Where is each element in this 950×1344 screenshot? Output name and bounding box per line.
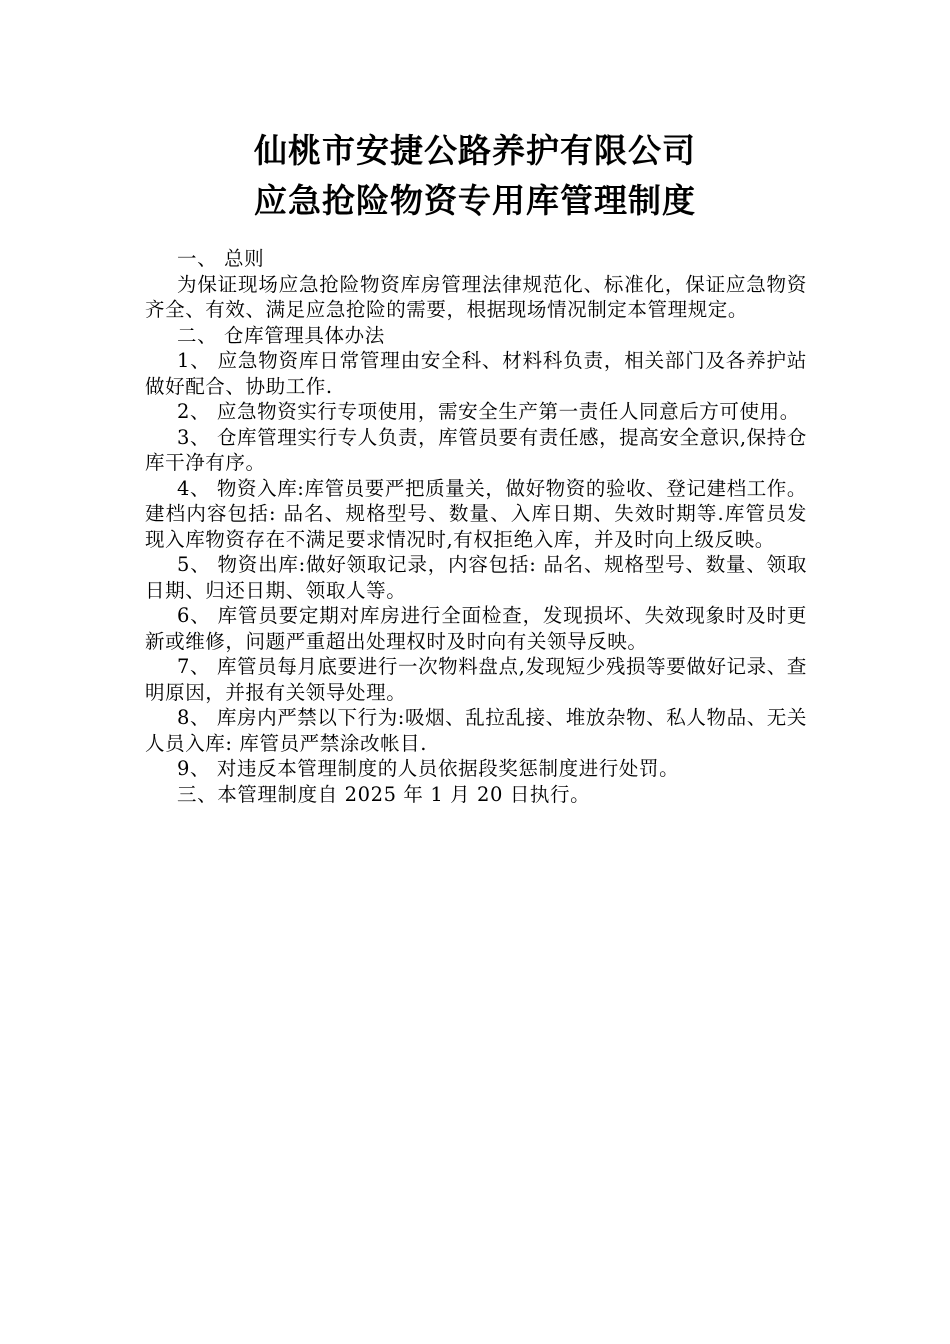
paragraph-purpose: 为保证现场应急抢险物资库房管理法律规范化、标准化，保证应急物资齐全、有效、满足应急抢险的需要，根据现场情况制定本管理规定。	[145, 272, 807, 321]
rule-item-4: 4、 物资入库:库管员要严把质量关，做好物资的验收、登记建档工作。建档内容包括: 品名、规格型号、数量、入库日期、失效时期等.库管员发现入库物资存在不满足要求情况时,有权拒绝入库，并及时向上级反映。	[145, 476, 807, 551]
effective-date-clause: 三、本管理制度自 2025 年 1 月 20 日执行。	[177, 782, 591, 806]
document-title	[0, 126, 950, 226]
rule-item-9: 9、 对违反本管理制度的人员依据段奖惩制度进行处罚。	[177, 757, 680, 780]
title-regulation: 应急抢险物资专用库管理制度	[254, 181, 696, 220]
rule-item-2: 2、 应急物资实行专项使用，需安全生产第一责任人同意后方可使用。	[177, 400, 800, 423]
rule-item-6: 6、 库管员要定期对库房进行全面检查，发现损坏、失效现象时及时更新或维修，问题严重超出处理权时及时向有关领导反映。	[145, 604, 807, 653]
section-heading-methods: 二、 仓库管理具体办法	[177, 323, 385, 347]
rule-item-8: 8、 库房内严禁以下行为:吸烟、乱拉乱接、堆放杂物、私人物品、无关人员入库: 库管员严禁涂改帐目.	[145, 706, 807, 755]
document-body	[145, 246, 807, 807]
rule-item-1: 1、 应急物资库日常管理由安全科、材料科负责，相关部门及各养护站做好配合、协助工作.	[145, 349, 807, 398]
section-heading-general: 一、 总则	[177, 247, 265, 270]
rule-item-7: 7、 库管员每月底要进行一次物料盘点,发现短少残损等要做好记录、查明原因，并报有关领导处理。	[145, 655, 807, 704]
rule-item-3: 3、 仓库管理实行专人负责，库管员要有责任感，提高安全意识,保持仓库干净有序。	[145, 425, 807, 474]
rule-item-5: 5、 物资出库:做好领取记录，内容包括: 品名、规格型号、数量、领取日期、归还日期、领取人等。	[145, 553, 807, 602]
title-company: 仙桃市安捷公路养护有限公司	[254, 131, 696, 170]
